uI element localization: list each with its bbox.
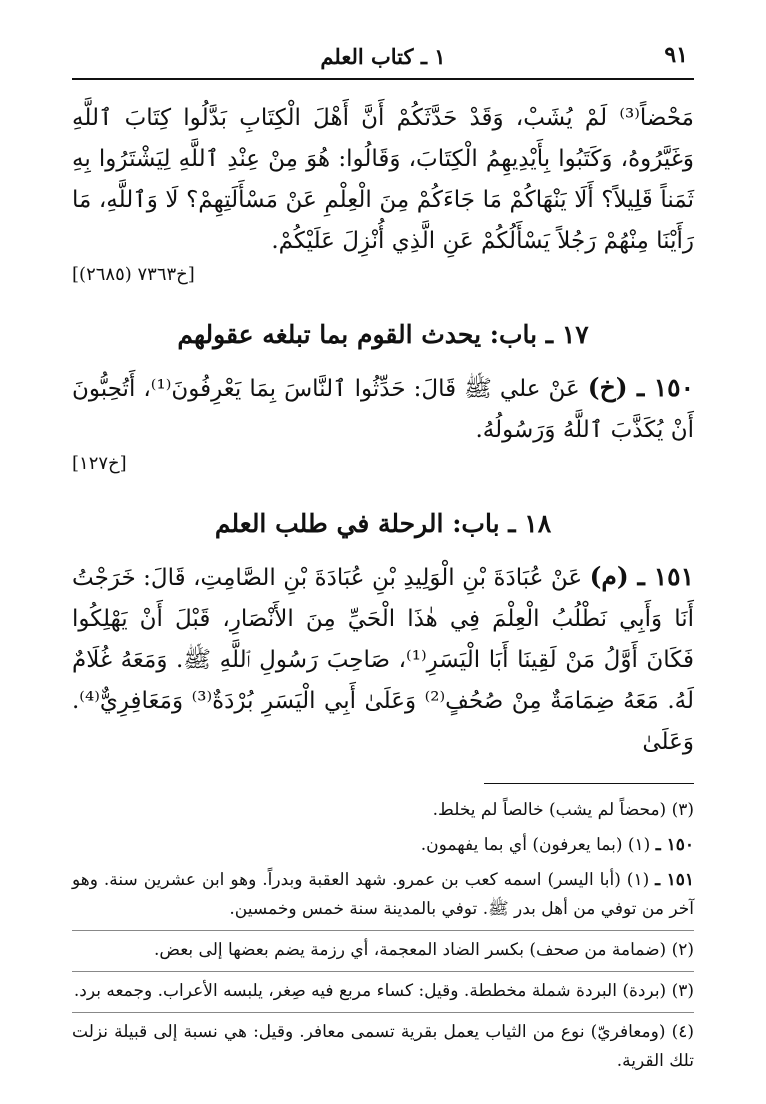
hadith-151-number: ١٥١ ـ (م) (589, 562, 695, 591)
hadith-150-reference: [خ١٢٧] (72, 453, 127, 474)
continuation-paragraph (72, 98, 694, 262)
footnote-divider (484, 783, 694, 784)
footnote-label: ١٥٠ ـ (655, 835, 694, 855)
book-title: ١ ـ كتاب العلم (320, 44, 446, 69)
footnote-text: (١) (أبا اليسر) اسمه كعب بن عمرو. شهد العقبة وبدراً. وهو ابن عشرين سنة. وهو آخر من توفي من أهل بدر ﷺ. توفي بالمدينة سنة خمس وخمسين. (72, 870, 694, 919)
footnote-text: (٣) (محضاً لم يشب) خالصاً لم يخلط. (432, 800, 694, 820)
hadith-151-text: عَنْ عُبَادَةَ بْنِ الْوَلِيدِ بْنِ عُبَادَةَ بْنِ الصَّامِتِ، قَالَ: خَرَجْتُ أَنَا وَأَبِي نَطْلُبُ الْعِلْمَ فِي هٰذَا الْحَيِّ مِنَ الأَنْصَارِ، قَبْلَ أَنْ يَهْلِكُوا فَكَانَ أَوَّلُ مَنْ لَقِينَا أَبَا الْيَسَرِ⁽¹⁾، صَاحِبَ رَسُولِ ٱللَّهِ ﷺ. وَمَعَهُ غُلَامٌ لَهُ. مَعَهُ ضِمَامَةٌ مِنْ صُحُفٍ⁽²⁾ وَعَلَىٰ أَبِي الْيَسَرِ بُرْدَةٌ⁽³⁾ وَمَعَافِرِيٌّ⁽⁴⁾. وَعَلَىٰ (72, 565, 695, 755)
source-reference: [خ٧٣٦٣ (٢٦٨٥)] (72, 264, 195, 285)
footnote-item (72, 1012, 694, 1076)
hadith-150-number: ١٥٠ ـ (خ) (587, 373, 695, 402)
book-page (72, 40, 694, 1080)
hadith-150-text: عَنْ علي ﷺ قَالَ: حَدِّثُوا ٱلنَّاسَ بِمَا يَعْرِفُونَ⁽¹⁾، أَتُحِبُّونَ أَنْ يُكَذَّبَ ٱللَّهُ وَرَسُولُهُ. (72, 376, 694, 443)
footnote-text: (١) (بما يعرفون) أي بما يفهمون. (420, 835, 651, 855)
hadith-150 (72, 367, 694, 451)
footnotes (72, 796, 694, 1076)
footnote-item (72, 930, 694, 965)
footnote-item (72, 866, 694, 924)
section-17-heading: ١٧ ـ باب: يحدث القوم بما تبلغه عقولهم (177, 320, 589, 349)
footnote-text: (٢) (ضمامة من صحف) بكسر الضاد المعجمة، أي رزمة يضم بعضها إلى بعض. (153, 940, 694, 960)
footnote-item (72, 831, 694, 860)
footnote-item (72, 971, 694, 1006)
continuation-text: مَحْضاً⁽³⁾ لَمْ يُشَبْ، وَقَدْ حَدَّثَكُمْ أَنَّ أَهْلَ الْكِتَابِ بَدَّلُوا كِتَابَ ٱللَّهِ وَغَيَّرُوهُ، وَكَتَبُوا بِأَيْدِيهِمُ الْكِتَابَ، وَقَالُوا: هُوَ مِنْ عِنْدِ ٱللَّهِ لِيَشْتَرُوا بِهِ ثَمَناً قَلِيلاً؟ أَلَا يَنْهَاكُمْ مَا جَاءَكُمْ مِنَ الْعِلْمِ عَنْ مَسْأَلَتِهِمْ؟ لَا وَٱللَّهِ، مَا رَأَيْنَا مِنْهُمْ رَجُلاً يَسْأَلُكُمْ عَنِ الَّذِي أُنْزِلَ عَلَيْكُمْ. (72, 105, 694, 254)
footnote-text: (٤) (ومعافريّ) نوع من الثياب يعمل بقرية تسمى معافر. وقيل: هي نسبة إلى قبيلة نزلت تلك القرية. (72, 1022, 694, 1071)
section-18-heading: ١٨ ـ باب: الرحلة في طلب العلم (214, 509, 552, 538)
page-header (72, 40, 694, 80)
footnote-label: ١٥١ ـ (655, 870, 694, 890)
hadith-151 (72, 556, 694, 763)
footnote-text: (٣) (بردة) البردة شملة مخططة. وقيل: كساء مربع فيه صِغر، يلبسه الأعراب. وجمعه برد. (73, 981, 694, 1001)
page-number: ٩١ (664, 42, 688, 68)
footnote-item (72, 796, 694, 825)
